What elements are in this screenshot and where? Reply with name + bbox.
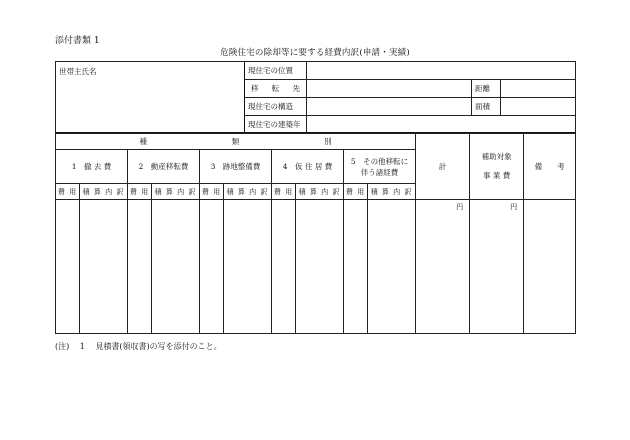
cost-cell-5[interactable]: [344, 200, 368, 334]
structure-label: 現住宅の構造: [245, 98, 307, 116]
form-title: 危険住宅の除却等に要する経費内訳(申請・実績): [220, 48, 410, 58]
destination-field[interactable]: [307, 80, 472, 98]
current-location-field[interactable]: [307, 62, 576, 80]
category-temporary-housing: 4 仮 住 居 費: [272, 150, 344, 184]
type-header-1: 種: [139, 136, 148, 146]
subsidy-header: [470, 133, 524, 200]
footnote-text: 見積書(領収書)の写を添付のこと。: [95, 342, 222, 351]
householder-name-label: 世帯主氏名: [56, 62, 245, 134]
area-label: 面積: [472, 98, 501, 116]
type-header-2: 類: [231, 136, 240, 146]
destination-label: 移 転 先: [245, 80, 307, 98]
household-info-table: [55, 61, 576, 134]
cost-cell-1[interactable]: [56, 200, 80, 334]
total-header: 計: [416, 133, 470, 200]
remarks-cell[interactable]: [524, 200, 576, 334]
category-movables: 2 動産移転費: [128, 150, 200, 184]
type-header: [56, 133, 416, 150]
structure-field[interactable]: [307, 98, 472, 116]
category-site-restoration: 3 跡地整備費: [200, 150, 272, 184]
breakdown-header-3: 積 算 内 訳: [224, 184, 272, 200]
breakdown-cell-3[interactable]: [224, 200, 272, 334]
subsidy-header-line2: 事 業 費: [482, 171, 511, 180]
category-removal: 1 撤 去 費: [56, 150, 128, 184]
cost-header-5: 費 用: [344, 184, 368, 200]
total-cell[interactable]: [416, 200, 470, 334]
cost-header-1: 費 用: [56, 184, 80, 200]
total-yen-unit: 円: [456, 203, 464, 211]
breakdown-header-2: 積 算 内 訳: [152, 184, 200, 200]
cost-header-2: 費 用: [128, 184, 152, 200]
breakdown-header-4: 積 算 内 訳: [296, 184, 344, 200]
cost-header-4: 費 用: [272, 184, 296, 200]
distance-label: 距離: [472, 80, 501, 98]
attachment-label: 添付書類 1: [55, 36, 100, 46]
subsidy-cell[interactable]: [470, 200, 524, 334]
distance-field[interactable]: [501, 80, 576, 98]
area-field[interactable]: [501, 98, 576, 116]
cost-cell-4[interactable]: [272, 200, 296, 334]
type-header-3: 別: [324, 136, 332, 146]
footnote-number: 1: [79, 342, 85, 351]
category-other-expenses: 5 その他移転に伴う諸経費: [344, 150, 416, 184]
remarks-header: 備 考: [524, 133, 576, 200]
subsidy-header-line1: 補助対象: [481, 152, 512, 161]
breakdown-header-5: 積 算 内 訳: [368, 184, 416, 200]
cost-cell-2[interactable]: [128, 200, 152, 334]
current-location-label: 現住宅の位置: [245, 62, 307, 80]
footnote-prefix: (注): [55, 342, 70, 351]
build-year-field[interactable]: [307, 116, 576, 134]
breakdown-cell-2[interactable]: [152, 200, 200, 334]
subsidy-yen-unit: 円: [510, 203, 518, 211]
breakdown-cell-1[interactable]: [80, 200, 128, 334]
breakdown-header-1: 積 算 内 訳: [80, 184, 128, 200]
footnote: [55, 341, 230, 352]
build-year-label: 現住宅の建築年: [245, 116, 307, 134]
expense-breakdown-table: [55, 132, 576, 334]
breakdown-cell-4[interactable]: [296, 200, 344, 334]
cost-cell-3[interactable]: [200, 200, 224, 334]
cost-header-3: 費 用: [200, 184, 224, 200]
breakdown-cell-5[interactable]: [368, 200, 416, 334]
